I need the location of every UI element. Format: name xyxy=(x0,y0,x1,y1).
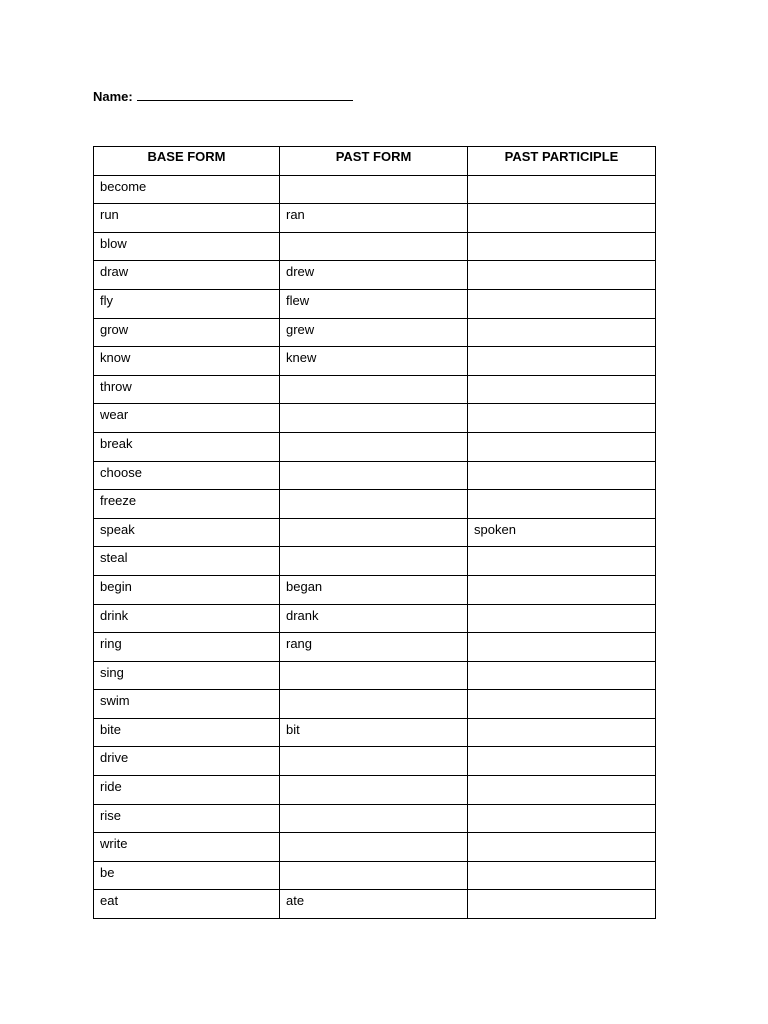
name-field xyxy=(93,88,353,104)
base-form-cell[interactable]: fly xyxy=(94,289,280,318)
header-past-participle: PAST PARTICIPLE xyxy=(468,147,656,176)
base-form-cell[interactable]: draw xyxy=(94,261,280,290)
name-label: Name: xyxy=(93,89,133,104)
header-row xyxy=(94,147,656,176)
table-row xyxy=(94,175,656,204)
past-form-cell[interactable]: flew xyxy=(280,289,468,318)
base-form-cell[interactable]: swim xyxy=(94,690,280,719)
base-form-cell[interactable]: know xyxy=(94,347,280,376)
table-row xyxy=(94,547,656,576)
past-form-cell[interactable] xyxy=(280,232,468,261)
verb-forms-table xyxy=(93,146,656,919)
base-form-cell[interactable]: ride xyxy=(94,776,280,805)
base-form-cell[interactable]: eat xyxy=(94,890,280,919)
base-form-cell[interactable]: grow xyxy=(94,318,280,347)
past-participle-cell[interactable] xyxy=(468,861,656,890)
past-participle-cell[interactable] xyxy=(468,318,656,347)
base-form-cell[interactable]: break xyxy=(94,432,280,461)
past-form-cell[interactable]: grew xyxy=(280,318,468,347)
past-participle-cell[interactable] xyxy=(468,375,656,404)
past-participle-cell[interactable] xyxy=(468,604,656,633)
past-form-cell[interactable] xyxy=(280,833,468,862)
past-form-cell[interactable]: drew xyxy=(280,261,468,290)
past-participle-cell[interactable] xyxy=(468,890,656,919)
base-form-cell[interactable]: drink xyxy=(94,604,280,633)
past-form-cell[interactable]: knew xyxy=(280,347,468,376)
base-form-cell[interactable]: ring xyxy=(94,633,280,662)
past-participle-cell[interactable] xyxy=(468,490,656,519)
table-row xyxy=(94,461,656,490)
past-form-cell[interactable]: ate xyxy=(280,890,468,919)
past-form-cell[interactable] xyxy=(280,861,468,890)
past-participle-cell[interactable] xyxy=(468,833,656,862)
table-row xyxy=(94,890,656,919)
past-participle-cell[interactable] xyxy=(468,661,656,690)
base-form-cell[interactable]: wear xyxy=(94,404,280,433)
past-form-cell[interactable] xyxy=(280,375,468,404)
table-row xyxy=(94,347,656,376)
past-form-cell[interactable] xyxy=(280,461,468,490)
past-participle-cell[interactable] xyxy=(468,776,656,805)
table-row xyxy=(94,718,656,747)
past-form-cell[interactable]: drank xyxy=(280,604,468,633)
base-form-cell[interactable]: write xyxy=(94,833,280,862)
past-participle-cell[interactable] xyxy=(468,289,656,318)
past-form-cell[interactable] xyxy=(280,175,468,204)
table-row xyxy=(94,204,656,233)
base-form-cell[interactable]: begin xyxy=(94,575,280,604)
table-row xyxy=(94,833,656,862)
past-form-cell[interactable]: ran xyxy=(280,204,468,233)
header-base-form: BASE FORM xyxy=(94,147,280,176)
past-participle-cell[interactable] xyxy=(468,633,656,662)
base-form-cell[interactable]: throw xyxy=(94,375,280,404)
base-form-cell[interactable]: bite xyxy=(94,718,280,747)
base-form-cell[interactable]: become xyxy=(94,175,280,204)
past-form-cell[interactable] xyxy=(280,547,468,576)
table-row xyxy=(94,518,656,547)
past-participle-cell[interactable] xyxy=(468,718,656,747)
base-form-cell[interactable]: blow xyxy=(94,232,280,261)
base-form-cell[interactable]: speak xyxy=(94,518,280,547)
past-form-cell[interactable] xyxy=(280,776,468,805)
table-row xyxy=(94,804,656,833)
table-row xyxy=(94,690,656,719)
table-row xyxy=(94,776,656,805)
past-participle-cell[interactable] xyxy=(468,404,656,433)
past-participle-cell[interactable]: spoken xyxy=(468,518,656,547)
base-form-cell[interactable]: sing xyxy=(94,661,280,690)
table-row xyxy=(94,289,656,318)
past-participle-cell[interactable] xyxy=(468,232,656,261)
past-form-cell[interactable]: rang xyxy=(280,633,468,662)
table-row xyxy=(94,375,656,404)
past-participle-cell[interactable] xyxy=(468,261,656,290)
past-form-cell[interactable] xyxy=(280,432,468,461)
past-form-cell[interactable] xyxy=(280,690,468,719)
past-participle-cell[interactable] xyxy=(468,432,656,461)
past-participle-cell[interactable] xyxy=(468,575,656,604)
table-row xyxy=(94,490,656,519)
past-participle-cell[interactable] xyxy=(468,747,656,776)
past-form-cell[interactable]: bit xyxy=(280,718,468,747)
past-participle-cell[interactable] xyxy=(468,175,656,204)
table-row xyxy=(94,861,656,890)
base-form-cell[interactable]: choose xyxy=(94,461,280,490)
past-form-cell[interactable] xyxy=(280,661,468,690)
table-row xyxy=(94,232,656,261)
past-participle-cell[interactable] xyxy=(468,804,656,833)
table-row xyxy=(94,604,656,633)
past-participle-cell[interactable] xyxy=(468,347,656,376)
base-form-cell[interactable]: steal xyxy=(94,547,280,576)
base-form-cell[interactable]: freeze xyxy=(94,490,280,519)
past-participle-cell[interactable] xyxy=(468,547,656,576)
table-row xyxy=(94,432,656,461)
table-row xyxy=(94,633,656,662)
table-row xyxy=(94,261,656,290)
verb-table-body xyxy=(94,175,656,918)
base-form-cell[interactable]: be xyxy=(94,861,280,890)
past-form-cell[interactable] xyxy=(280,518,468,547)
past-participle-cell[interactable] xyxy=(468,204,656,233)
table-row xyxy=(94,575,656,604)
past-form-cell[interactable] xyxy=(280,490,468,519)
past-form-cell[interactable]: began xyxy=(280,575,468,604)
past-form-cell[interactable] xyxy=(280,747,468,776)
past-participle-cell[interactable] xyxy=(468,690,656,719)
past-form-cell[interactable] xyxy=(280,404,468,433)
header-past-form: PAST FORM xyxy=(280,147,468,176)
name-blank-line[interactable] xyxy=(137,88,353,101)
table-row xyxy=(94,404,656,433)
table-row xyxy=(94,747,656,776)
past-form-cell[interactable] xyxy=(280,804,468,833)
past-participle-cell[interactable] xyxy=(468,461,656,490)
base-form-cell[interactable]: run xyxy=(94,204,280,233)
table-row xyxy=(94,661,656,690)
table-row xyxy=(94,318,656,347)
base-form-cell[interactable]: drive xyxy=(94,747,280,776)
base-form-cell[interactable]: rise xyxy=(94,804,280,833)
